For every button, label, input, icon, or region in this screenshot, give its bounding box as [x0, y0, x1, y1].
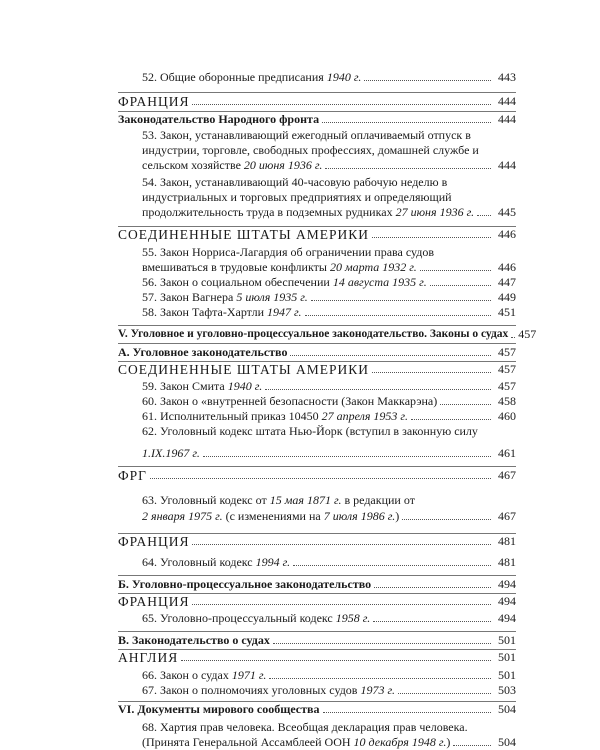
toc-entry-last-line: сельском хозяйстве 20 июня 1936 г. 444 [142, 158, 516, 172]
toc-entry: 60. Закон о «внутренней безопасности (Закон Маккарэна) 458 [142, 394, 516, 408]
toc-entry: 63. Уголовный кодекс от 15 мая 1871 г. в редакции от [142, 493, 415, 507]
page-number: 443 [498, 70, 516, 84]
toc-entry: 52. Общие оборонные предписания 1940 г. 443 [142, 70, 516, 84]
dot-leader [364, 80, 491, 81]
toc-section-heading: ФРГ 467 [118, 468, 516, 483]
toc-entry: 65. Уголовно-процессуальный кодекс 1958 г. 494 [142, 611, 516, 625]
toc-section-heading: ФРАНЦИЯ 494 [118, 594, 516, 609]
toc-subsection-heading: В. Законодательство о судах 501 [118, 633, 516, 647]
toc-entry-last-line: 2 января 1975 г. (с изменениями на 7 июля 1986 г.) 467 [142, 509, 516, 523]
toc-entry-last-line: 1.IX.1967 г. 461 [142, 446, 516, 460]
toc-part-heading: VI. Документы мирового сообщества 504 [118, 702, 516, 716]
toc-entry: 61. Исполнительный приказ 10450 27 апреля 1953 г. 460 [142, 409, 516, 423]
toc-subsection-heading: Законодательство Народного фронта 444 [118, 112, 516, 126]
toc-entry: 56. Закон о социальном обеспечении 14 августа 1935 г. 447 [142, 275, 516, 289]
toc-entry: 55. Закон Норриса-Лагардия об ограничении права судов [142, 245, 435, 259]
toc-section-heading: СОЕДИНЕННЫЕ ШТАТЫ АМЕРИКИ 446 [118, 227, 516, 242]
divider [118, 325, 516, 326]
toc-entry: 68. Хартия прав человека. Всеобщая декларация прав человека. [142, 720, 468, 734]
toc-entry: 64. Уголовный кодекс 1994 г. 481 [142, 555, 516, 569]
divider [118, 631, 516, 632]
divider [118, 92, 516, 93]
toc-entry: 54. Закон, устанавливающий 40-часовую рабочую неделю в индустриальных и торговых предприятиях и определяющий [142, 175, 452, 204]
divider [118, 343, 516, 344]
toc-section-heading: СОЕДИНЕННЫЕ ШТАТЫ АМЕРИКИ 457 [118, 362, 516, 377]
divider [118, 466, 516, 467]
toc-entry: 58. Закон Тафта-Хартли 1947 г. 451 [142, 305, 516, 319]
toc-section-heading: ФРАНЦИЯ 444 [118, 94, 516, 109]
toc-entry: 66. Закон о судах 1971 г. 501 [142, 668, 516, 682]
toc-entry-last-line: вмешиваться в трудовые конфликты 20 марта 1932 г. 446 [142, 260, 516, 274]
toc-entry: 53. Закон, устанавливающий ежегодный оплачиваемый отпуск в индустрии, торговле, свободных профессиях, домашней службе и [142, 128, 479, 157]
toc-part-heading: V. Уголовное и уголовно-процессуальное законодательство. Законы о судах 457 [118, 327, 537, 341]
toc-entry: 59. Закон Смита 1940 г. 457 [142, 379, 516, 393]
toc-section-heading: ФРАНЦИЯ 481 [118, 534, 516, 549]
toc-entry: 57. Закон Вагнера 5 июля 1935 г. 449 [142, 290, 516, 304]
toc-subsection-heading: Б. Уголовно-процессуальное законодательство 494 [118, 577, 516, 591]
toc-entry-last-line: (Принята Генеральной Ассамблеей ООН 10 декабря 1948 г.) 504 [142, 735, 516, 749]
toc-subsection-heading: А. Уголовное законодательство 457 [118, 345, 516, 359]
divider [118, 575, 516, 576]
toc-entry-last-line: продолжительность труда в подземных рудниках 27 июня 1936 г. 445 [142, 205, 516, 219]
toc-entry: 67. Закон о полномочиях уголовных судов 1973 г. 503 [142, 683, 516, 697]
toc-section-heading: АНГЛИЯ 501 [118, 650, 516, 665]
toc-entry: 62. Уголовный кодекс штата Нью-Йорк (вступил в законную силу [142, 424, 478, 438]
